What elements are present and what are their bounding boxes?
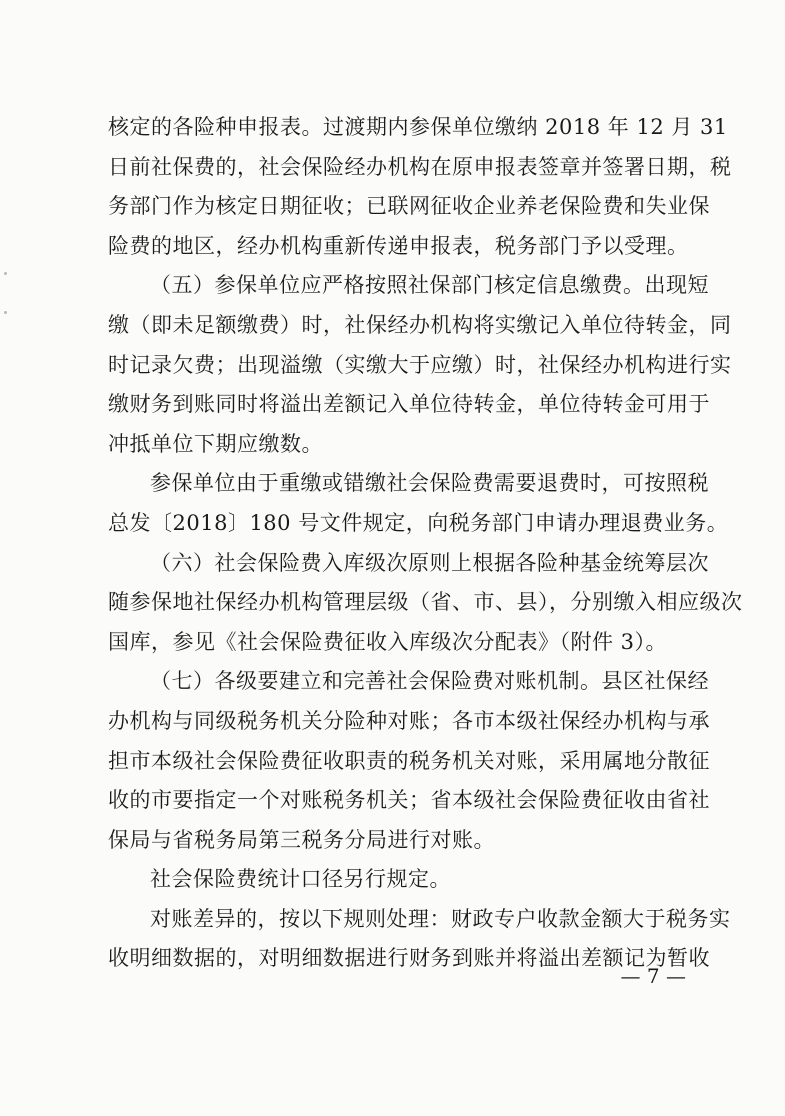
text-line: 收的市要指定一个对账税务机关；省本级社会保险费征收由省社: [108, 788, 710, 813]
text-line: 务部门作为核定日期征收；已联网征收企业养老保险费和失业保: [108, 194, 710, 219]
paragraph: [108, 108, 732, 266]
text-line: 核定的各险种申报表。过渡期内参保单位缴纳 2018 年 12 月 31: [108, 115, 728, 139]
text-line: 日前社保费的，社会保险经办机构在原申报表签章并签署日期，税: [108, 154, 732, 179]
body-text: [108, 108, 743, 979]
paragraph: [108, 662, 710, 860]
paragraph: [108, 464, 729, 543]
text-line: 随参保地社保经办机构管理层级（省、市、县），分别缴入相应级次: [108, 590, 743, 615]
paragraph: [108, 544, 743, 663]
text-line: （六）社会保险费入库级次原则上根据各险种基金统筹层次: [150, 550, 709, 575]
paragraph: [108, 900, 731, 979]
scan-speck: [4, 311, 7, 314]
text-line: 对账差异的，按以下规则处理：财政专户收款金额大于税务实: [150, 906, 731, 931]
text-line: 国库，参见《社会保险费征收入库级次分配表》（附件 3）。: [108, 629, 668, 654]
text-line: 办机构与同级税务机关分险种对账；各市本级社保经办机构与承: [108, 708, 710, 733]
text-line: 总发〔2018〕180 号文件规定，向税务部门申请办理退费业务。: [108, 510, 729, 535]
text-line: 保局与省税务局第三税务分局进行对账。: [108, 827, 495, 852]
text-line: 收明细数据的，对明细数据进行财务到账并将溢出差额记为暂收: [108, 946, 710, 971]
text-line: 险费的地区，经办机构重新传递申报表，税务部门予以受理。: [108, 233, 689, 258]
text-line: 缴（即未足额缴费）时，社保经办机构将实缴记入单位待转金，同: [108, 312, 732, 337]
paragraph: [108, 860, 686, 900]
text-line: （五）参保单位应严格按照社保部门核定信息缴费。出现短: [150, 273, 709, 298]
scan-speck: [4, 272, 7, 275]
text-line: 担市本级社会保险费征收职责的税务机关对账，采用属地分散征: [108, 748, 710, 773]
paragraph: [108, 266, 732, 464]
text-line: 冲抵单位下期应缴数。: [108, 431, 323, 456]
text-line: 社会保险费统计口径另行规定。: [150, 867, 451, 892]
text-line: 缴财务到账同时将溢出差额记入单位待转金，单位待转金可用于: [108, 392, 710, 417]
text-line: （七）各级要建立和完善社会保险费对账机制。县区社保经: [150, 669, 709, 694]
text-line: 时记录欠费；出现溢缴（实缴大于应缴）时，社保经办机构进行实: [108, 352, 732, 377]
page-number: — 7 —: [620, 964, 686, 988]
text-line: 参保单位由于重缴或错缴社会保险费需要退费时，可按照税: [150, 471, 709, 496]
